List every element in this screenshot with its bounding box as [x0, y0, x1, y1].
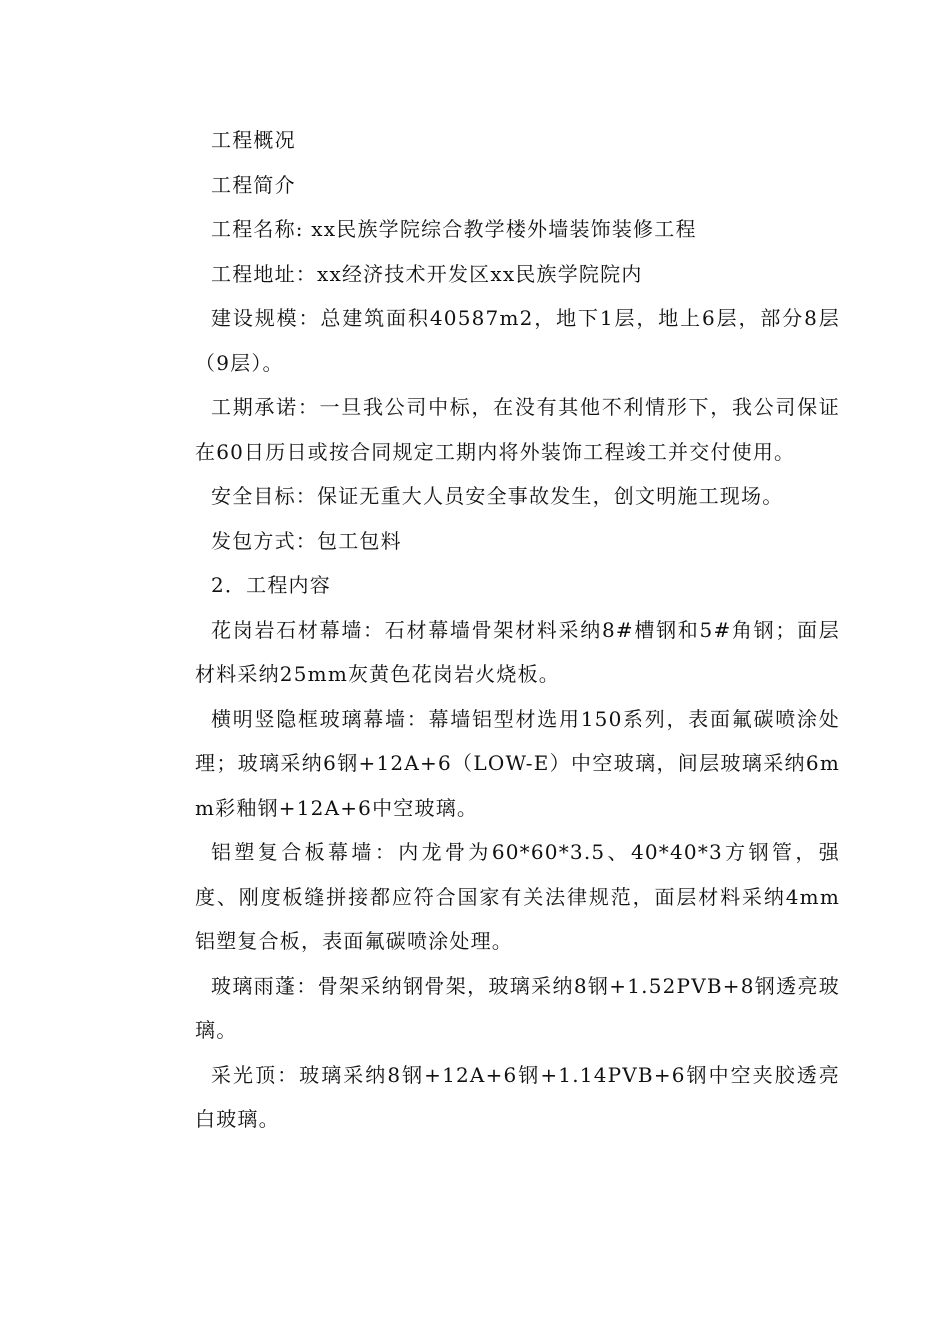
skylight: 采光顶：玻璃采纳8钢+12A+6钢+1.14PVB+6钢中空夹胶透亮白玻璃。 [195, 1062, 840, 1131]
section-heading-content: 2．工程内容 [211, 573, 331, 597]
aluminum-composite-panel: 铝塑复合板幕墙：内龙骨为60*60*3.5、40*40*3方钢管，强度、刚度板缝拼接都应符合国家有关法律规范，面层材料采纳4mm铝塑复合板，表面氟碳喷涂处理。 [195, 840, 840, 953]
granite-curtain-wall: 花岗岩石材幕墙：石材幕墙骨架材料采纳8#槽钢和5#角钢；面层材料采纳25mm灰黄色花岗岩火烧板。 [195, 617, 840, 686]
section-heading-overview: 工程概况 [211, 128, 296, 152]
schedule-commitment: 工期承诺：一旦我公司中标，在没有其他不利情形下，我公司保证在60日历日或按合同规定工期内将外装饰工程竣工并交付使用。 [195, 395, 840, 464]
project-address: 工程地址：xx经济技术开发区xx民族学院院内 [211, 261, 643, 286]
glass-canopy: 玻璃雨蓬：骨架采纳钢骨架，玻璃采纳8钢+1.52PVB+8钢透亮玻璃。 [195, 973, 840, 1042]
document-body [195, 118, 840, 1142]
safety-goal: 安全目标：保证无重大人员安全事故发生，创文明施工现场。 [211, 484, 784, 508]
contract-method: 发包方式：包工包料 [211, 528, 402, 553]
construction-scale: 建设规模：总建筑面积40587m2，地下1层，地上6层，部分8层（9层）。 [195, 306, 840, 375]
section-heading-brief: 工程简介 [211, 172, 296, 197]
glass-curtain-wall: 横明竖隐框玻璃幕墙：幕墙铝型材选用150系列，表面氟碳喷涂处理；玻璃采纳6钢+12A+6（LOW-E）中空玻璃，间层玻璃采纳6mm彩釉钢+12A+6中空玻璃。 [195, 706, 840, 820]
project-name: 工程名称: xx民族学院综合教学楼外墙装饰装修工程 [211, 217, 697, 241]
